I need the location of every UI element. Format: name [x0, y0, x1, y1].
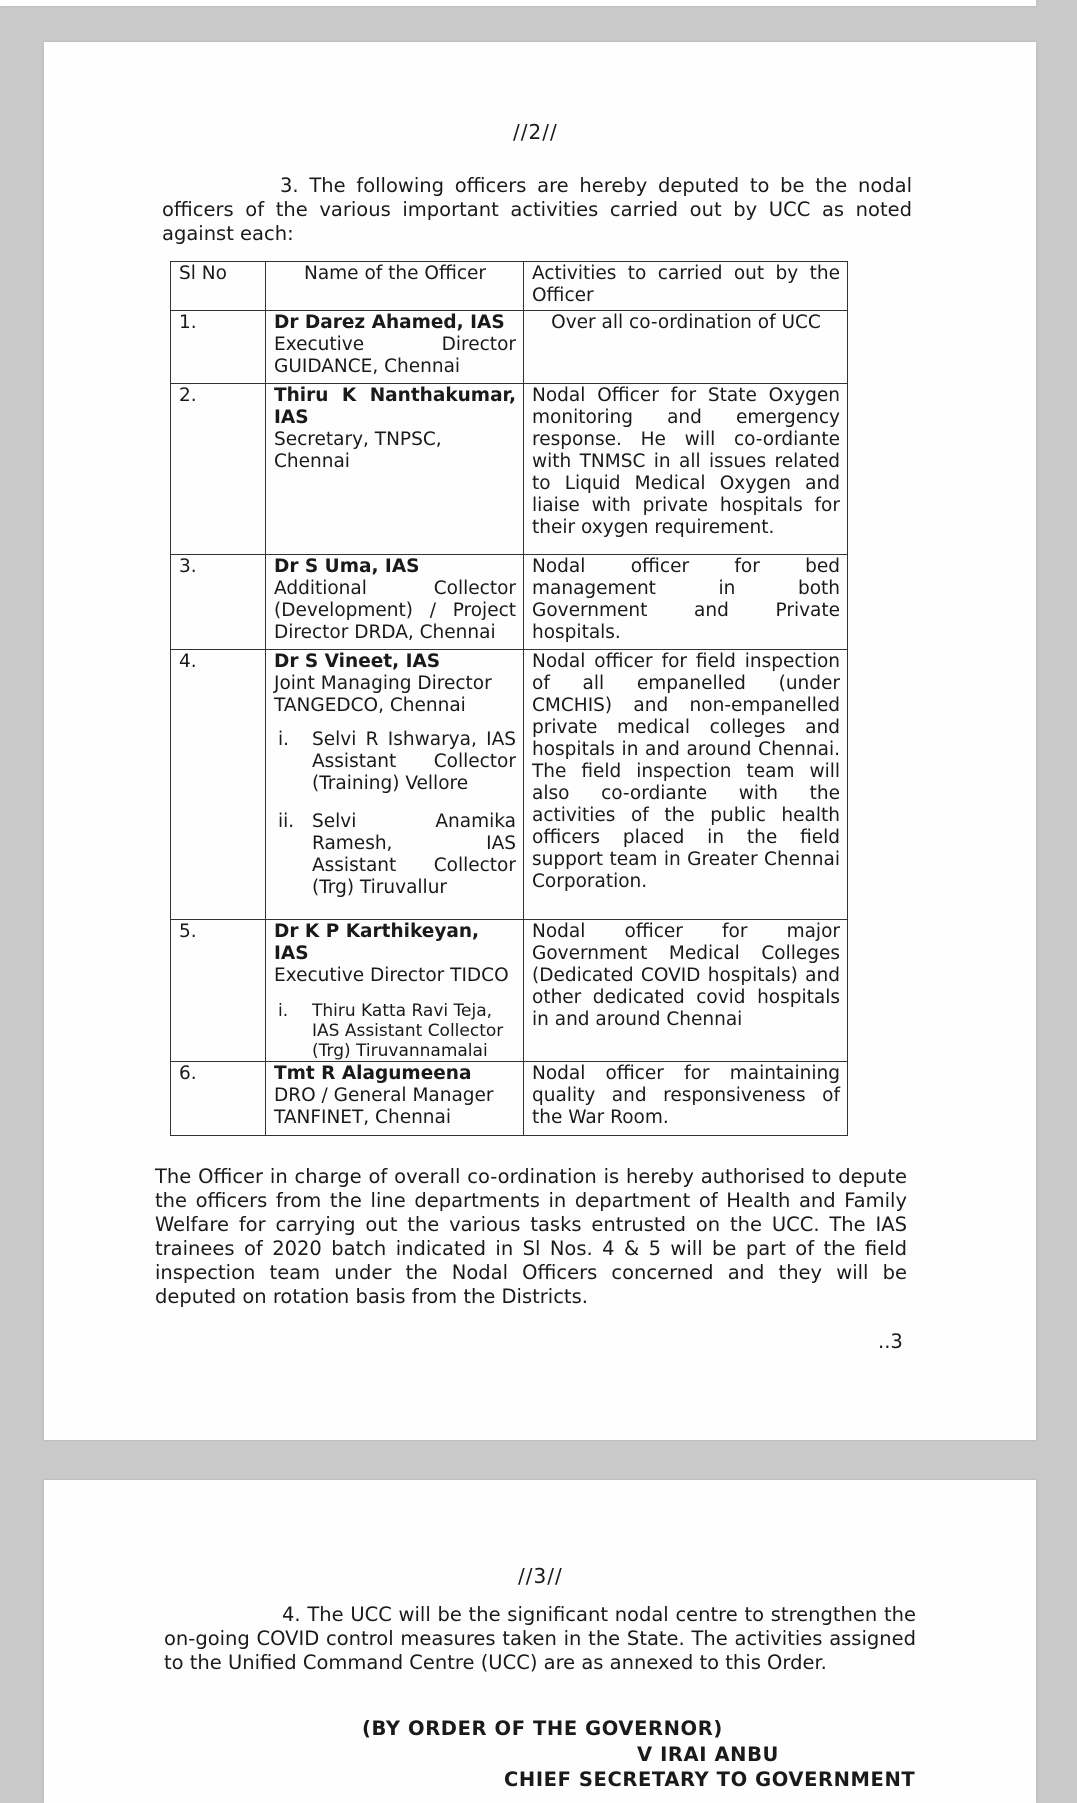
officer-name: Thiru K Nanthakumar, IAS — [274, 385, 516, 428]
sub-officer: i. Thiru Katta Ravi Teja, IAS Assistant Collector (Trg) Tiruvannamalai — [278, 1001, 504, 1061]
table-row — [171, 920, 848, 1062]
sub-officer: ii. Selvi Anamika Ramesh, IAS Assistant Collector (Trg) Tiruvallur — [278, 811, 516, 898]
officer-cell — [266, 311, 524, 384]
row-sl: 4. — [171, 650, 266, 920]
officer-name: Dr K P Karthikeyan, IAS — [274, 921, 480, 964]
paragraph-4: 4. The UCC will be the significant nodal centre to strengthen the on-going COVID control measures taken in the State. The activities assigned to the Unified Command Centre (UCC) are as annexed to this Order. — [164, 1603, 916, 1674]
table-row — [171, 1062, 848, 1136]
officer-designation: DRO / General Manager TANFINET, Chennai — [274, 1085, 494, 1128]
continuation-marker: ..3 — [878, 1330, 903, 1353]
page-number: //2// — [513, 120, 558, 144]
table-row — [171, 384, 848, 555]
table-row — [171, 311, 848, 384]
row-sl: 1. — [171, 311, 266, 384]
officer-designation: Secretary, TNPSC, Chennai — [274, 429, 442, 472]
officer-name: Tmt R Alagumeena — [274, 1063, 472, 1084]
closing-paragraph: The Officer in charge of overall co-ordination is hereby authorised to depute the officers from the line departments in department of Health and Family Welfare for carrying out the various tasks entrusted on the UCC. The IAS trainees of 2020 batch indicated in Sl Nos. 4 & 5 will be part of the field inspection team under the Nodal Officers concerned and they will be deputed on rotation basis from the Districts. — [155, 1165, 907, 1308]
officer-cell — [266, 1062, 524, 1136]
activity-cell: Nodal officer for major Government Medical Colleges (Dedicated COVID hospitals) and other dedicated covid hospitals in and around Chennai — [524, 920, 848, 1062]
officer-designation-line: GUIDANCE, Chennai — [274, 356, 461, 377]
row-sl: 2. — [171, 384, 266, 555]
row-sl: 6. — [171, 1062, 266, 1136]
row-sl: 3. — [171, 555, 266, 650]
officer-designation: Additional Collector (Development) / Project Director DRDA, Chennai — [274, 578, 516, 643]
header-officer-name: Name of the Officer — [266, 262, 524, 311]
table-row — [171, 555, 848, 650]
activity-cell: Nodal officer for field inspection of all empanelled (under CMCHIS) and non-empanelled private medical colleges and hospitals in and around Chennai. The field inspection team will also co-ordiante with the activities of the public health officers placed in the field support team in Greater Chennai Corporation. — [524, 650, 848, 920]
officer-designation: Joint Managing Director TANGEDCO, Chennai — [274, 673, 492, 716]
nodal-officers-table — [170, 261, 848, 1136]
header-sl-no: Sl No — [171, 262, 266, 311]
officer-name: Dr S Uma, IAS — [274, 556, 420, 577]
officer-cell — [266, 920, 524, 1062]
table-row — [171, 650, 848, 920]
by-order-line: (BY ORDER OF THE GOVERNOR) — [362, 1717, 723, 1740]
sub-officer: i. Selvi R Ishwarya, IAS Assistant Collector (Training) Vellore — [278, 729, 516, 794]
row-sl: 5. — [171, 920, 266, 1062]
header-activities: Activities to carried out by the Officer — [524, 262, 848, 311]
officer-cell — [266, 555, 524, 650]
page-number: //3// — [518, 1564, 563, 1588]
officer-cell — [266, 384, 524, 555]
paragraph-3: 3. The following officers are hereby deputed to be the nodal officers of the various important activities carried out by UCC as noted against each: — [162, 174, 912, 245]
previous-page-edge — [0, 0, 1036, 6]
officer-cell — [266, 650, 524, 920]
activity-cell: Nodal officer for maintaining quality and responsiveness of the War Room. — [524, 1062, 848, 1136]
officer-designation: Executive Director — [274, 334, 516, 355]
table-header-row — [171, 262, 848, 311]
signatory-title: CHIEF SECRETARY TO GOVERNMENT — [504, 1768, 916, 1791]
activity-cell: Nodal officer for bed management in both Government and Private hospitals. — [524, 555, 848, 650]
officer-name: Dr S Vineet, IAS — [274, 651, 441, 672]
activity-cell: Over all co-ordination of UCC — [524, 311, 848, 384]
activity-cell: Nodal Officer for State Oxygen monitoring and emergency response. He will co-ordiante with TNMSC in all issues related to Liquid Medical Oxygen and liaise with private hospitals for their oxygen requirement. — [524, 384, 848, 555]
signatory-name: V IRAI ANBU — [637, 1743, 779, 1766]
officer-designation: Executive Director TIDCO — [274, 965, 509, 986]
officer-name: Dr Darez Ahamed, IAS — [274, 312, 505, 333]
